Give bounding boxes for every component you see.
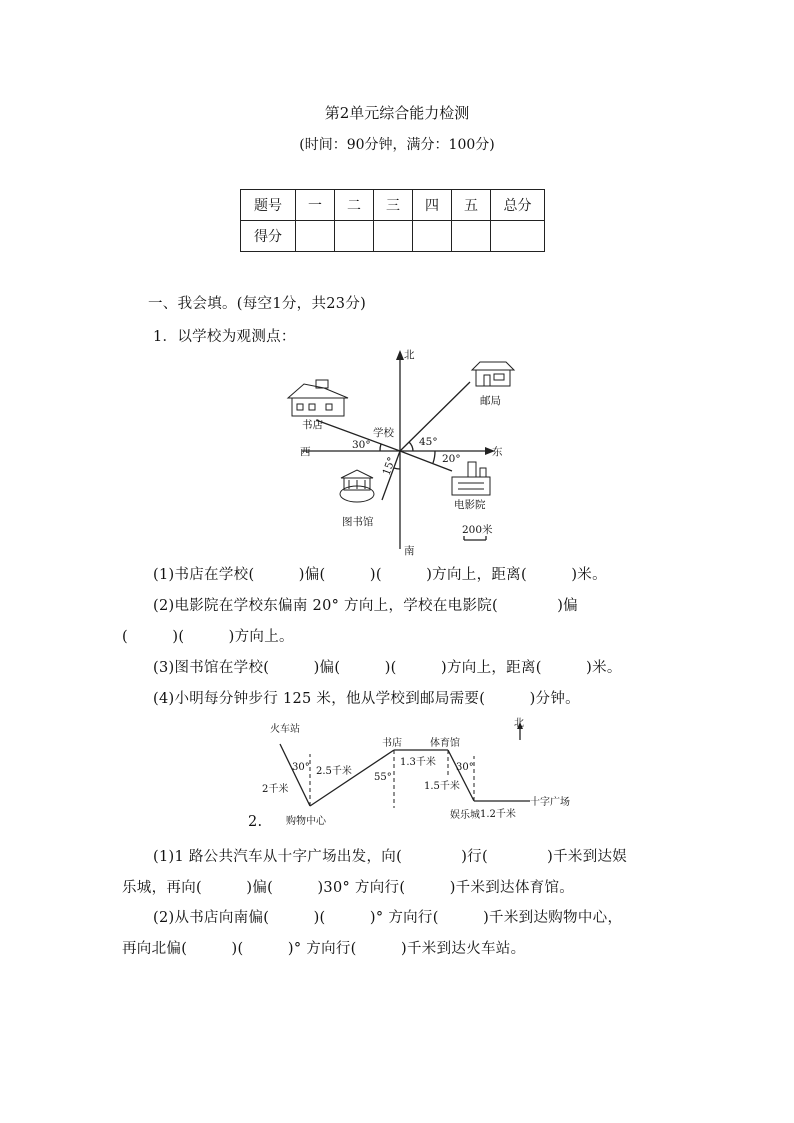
score-blank-cell[interactable] (413, 221, 452, 252)
label-west: 西 (300, 446, 311, 458)
cinema-icon (452, 462, 490, 495)
label-bookstore: 书店 (302, 419, 323, 431)
label-cinema: 电影院 (454, 499, 486, 511)
label-north: 北 (404, 349, 415, 361)
label-angle-cinema: 20° (442, 453, 461, 465)
table-cell: 总分 (491, 190, 545, 221)
question-1-part-1: (1)书店在学校( )偏( )( )方向上，距离( )米。 (153, 567, 607, 583)
post-office-icon (472, 362, 514, 386)
label-a2: 55° (374, 772, 392, 783)
score-blank-cell[interactable] (296, 221, 335, 252)
route-diagram-2 (262, 714, 592, 830)
table-cell: 二 (335, 190, 374, 221)
question-2-part-2-cont: 再向北偏( )( )° 方向行( )千米到达火车站。 (122, 941, 526, 957)
label-d2: 2.5千米 (316, 766, 352, 777)
label-d5: 1.2千米 (480, 809, 516, 820)
question-2-label: 2. (248, 814, 263, 830)
label-scale: 200米 (462, 524, 493, 536)
score-table-score-row (241, 221, 545, 252)
question-1-part-4: (4)小明每分钟步行 125 米，他从学校到邮局需要( )分钟。 (153, 691, 580, 707)
library-icon (340, 470, 374, 502)
label-post-office: 邮局 (480, 395, 501, 407)
label-station: 火车站 (270, 724, 300, 735)
table-cell: 题号 (241, 190, 296, 221)
direction-diagram-1 (280, 344, 520, 556)
table-cell: 四 (413, 190, 452, 221)
label-a3: 30° (456, 762, 474, 773)
table-cell: 三 (374, 190, 413, 221)
label-a1: 30° (292, 762, 310, 773)
question-2-part-1-cont: 乐城，再向( )偏( )30° 方向行( )千米到达体育馆。 (122, 880, 575, 896)
label-library: 图书馆 (342, 516, 374, 528)
score-blank-cell[interactable] (452, 221, 491, 252)
label-mall: 购物中心 (286, 816, 326, 827)
question-1-part-2-cont: ( )( )方向上。 (122, 629, 294, 645)
section-heading: 一、我会填。(每空1分，共23分) (148, 296, 367, 312)
page-subtitle: (时间：90分钟，满分：100分) (299, 137, 495, 153)
score-blank-cell[interactable] (374, 221, 413, 252)
label-school: 学校 (373, 427, 394, 439)
score-blank-cell[interactable] (491, 221, 545, 252)
route-station-mall (280, 744, 310, 806)
label-d4: 1.5千米 (424, 781, 460, 792)
angle-arc-post (409, 442, 413, 451)
label-angle-library: 15° (380, 455, 399, 478)
label-d1: 2千米 (262, 784, 289, 795)
label-south: 南 (404, 545, 415, 556)
label-plaza: 十字广场 (530, 797, 570, 808)
angle-arc-cinema (433, 451, 435, 463)
table-cell: 五 (452, 190, 491, 221)
score-table (240, 189, 545, 252)
label-east: 东 (492, 446, 503, 458)
angle-arc-bookstore (380, 444, 381, 451)
score-table-header-row (241, 190, 545, 221)
question-2-part-1: (1)1 路公共汽车从十字广场出发，向( )行( )千米到达娱 (153, 849, 628, 865)
question-1-part-2: (2)电影院在学校东偏南 20° 方向上，学校在电影院( )偏 (153, 598, 578, 614)
label-amusement: 娱乐城 (450, 810, 480, 821)
label-north: 北 (514, 718, 524, 729)
label-d3: 1.3千米 (400, 757, 436, 768)
table-cell: 一 (296, 190, 335, 221)
question-1-part-3: (3)图书馆在学校( )偏( )( )方向上，距离( )米。 (153, 660, 622, 676)
label-angle-post: 45° (419, 436, 438, 448)
page-title: 第2单元综合能力检测 (324, 104, 470, 122)
label-stadium: 体育馆 (430, 738, 460, 749)
question-1-label: 1．以学校为观测点： (153, 329, 296, 345)
label-angle-bookstore: 30° (352, 439, 371, 451)
label-bookstore: 书店 (382, 738, 402, 749)
question-2-part-2: (2)从书店向南偏( )( )° 方向行( )千米到达购物中心， (153, 910, 623, 926)
score-blank-cell[interactable] (335, 221, 374, 252)
table-cell: 得分 (241, 221, 296, 252)
route-stadium-amusement (448, 750, 474, 801)
north-arrow-icon (396, 350, 404, 360)
bookstore-icon (288, 380, 348, 416)
